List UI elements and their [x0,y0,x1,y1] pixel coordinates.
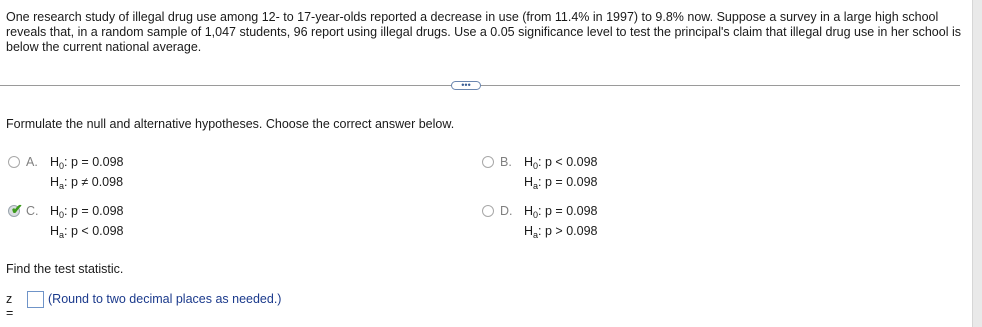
option-d[interactable] [482,205,682,245]
rounding-hint: (Round to two decimal places as needed.) [48,292,282,306]
option-c[interactable] [8,201,208,245]
option-b-letter: B. [500,155,512,169]
option-a-null-hypothesis: $H_0$: p = 0.098 [50,155,124,171]
radio-d[interactable] [482,205,494,217]
option-a[interactable] [8,156,208,196]
question-prompt: Formulate the null and alternative hypotheses. Choose the correct answer below. [6,117,455,131]
option-b[interactable] [482,156,682,196]
option-c-alt-hypothesis: $H_a$: p < 0.098 [50,224,124,240]
option-b-alt-hypothesis: $H_a$: p = 0.098 [524,175,598,191]
option-a-alt-hypothesis: $H_a$: p ≠ 0.098 [50,175,124,191]
option-d-alt-hypothesis: $H_a$: p > 0.098 [524,224,598,240]
scrollbar[interactable] [972,0,982,327]
option-c-letter: C. [26,204,39,218]
option-b-null-hypothesis: $H_0$: p < 0.098 [524,155,598,171]
problem-statement: One research study of illegal drug use among 12- to 17-year-olds reported a decrease in use (from 11.4% in 1997) to 9.8% now. Suppose a survey in a large high school reveals that, in a random sample of 1,047 students, 96 report using illegal drugs. Use a 0.05 significance level to test the principal's claim that illegal drug use in her school is below the current national average. [6,10,961,54]
radio-a[interactable] [8,156,20,168]
option-a-letter: A. [26,155,38,169]
checkmark-icon: ✔ [11,201,23,217]
option-d-null-hypothesis: $H_0$: p = 0.098 [524,204,598,220]
radio-b[interactable] [482,156,494,168]
option-d-letter: D. [500,204,513,218]
z-label: z = [6,292,14,320]
test-statistic-prompt: Find the test statistic. [6,262,124,276]
option-c-null-hypothesis: $H_0$: p = 0.098 [50,204,124,220]
z-input[interactable] [27,291,44,308]
more-options-button[interactable]: ••• [451,81,481,90]
